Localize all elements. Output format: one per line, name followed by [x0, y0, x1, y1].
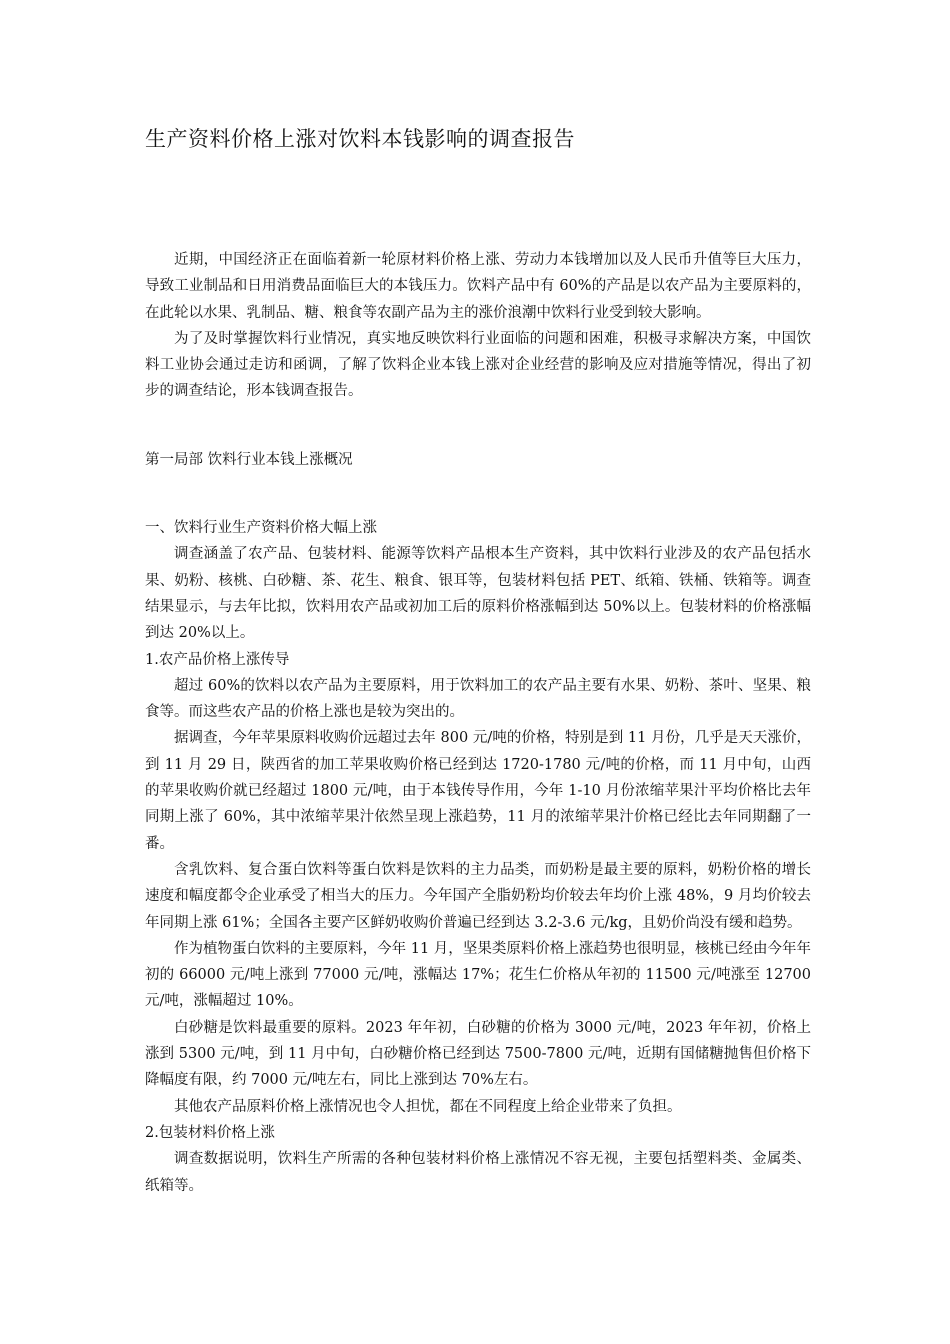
section-paragraph: 调查涵盖了农产品、包装材料、能源等饮料产品根本生产资料，其中饮料行业涉及的农产品包括水果、奶粉、核桃、白砂糖、茶、花生、粮食、银耳等，包装材料包括 PET、纸箱、铁桶、铁箱等。调查结果显示，与去年比拟，饮料用农产品或初加工后的原料价格涨幅到达 50%以上。包装材料的价格涨幅到达 20%以上。 [145, 546, 811, 642]
intro-paragraph: 近期，中国经济正在面临着新一轮原材料价格上涨、劳动力本钱增加以及人民币升值等巨大压力，导致工业制品和日用消费品面临巨大的本钱压力。饮料产品中有 60%的产品是以农产品为主要原料的，在此轮以水果、乳制品、糖、粮食等农副产品为主的涨价浪潮中饮料行业受到较大影响。 [145, 252, 811, 321]
subsection-heading: 1.农产品价格上涨传导 [145, 651, 290, 668]
document-body [145, 247, 811, 1199]
intro-paragraph: 为了及时掌握饮料行业情况，真实地反映饮料行业面临的问题和困难，积极寻求解决方案，中国饮料工业协会通过走访和函调，了解了饮料企业本钱上涨对企业经营的影响及应对措施等情况，得出了初步的调查结论，形本钱调查报告。 [145, 330, 811, 400]
body-paragraph: 白砂糖是饮料最重要的原料。2023 年年初，白砂糖的价格为 3000 元/吨，2023 年年初，价格上涨到 5300 元/吨，到 11 月中旬，白砂糖价格已经到达 7500-7800 元/吨，近期有国储糖抛售但价格下降幅度有限，约 7000 元/吨左右，同比上涨到达 70%左右。 [145, 1019, 811, 1089]
body-paragraph: 据调查，今年苹果原料收购价远超过去年 800 元/吨的价格，特别是到 11 月份，几乎是天天涨价，到 11 月 29 日，陕西省的加工苹果收购价格已经到达 1720-1780 元/吨的价格，而 11 月中旬，山西的苹果收购价就已经超过 1800 元/吨，由于本钱传导作用，今年 1-10 月份浓缩苹果汁平均价格比去年同期上涨了 60%，其中浓缩苹果汁依然呈现上涨趋势，11 月的浓缩苹果汁价格已经比去年同期翻了一番。 [145, 730, 811, 852]
body-paragraph: 调查数据说明，饮料生产所需的各种包装材料价格上涨情况不容无视，主要包括塑料类、金属类、纸箱等。 [145, 1151, 811, 1194]
body-paragraph: 含乳饮料、复合蛋白饮料等蛋白饮料是饮料的主力品类，而奶粉是最主要的原料，奶粉价格的增长速度和幅度都令企业承受了相当大的压力。今年国产全脂奶粉均价较去年均价上涨 48%，9 月均价较去年同期上涨 61%；全国各主要产区鲜奶收购价普遍已经到达 3.2-3.6 元/kg，且奶价尚没有缓和趋势。 [145, 861, 811, 931]
body-paragraph: 其他农产品原料价格上涨情况也令人担忧，都在不同程度上给企业带来了负担。 [174, 1098, 682, 1115]
document-title: 生产资料价格上涨对饮料本钱影响的调查报告 [145, 127, 575, 151]
body-paragraph: 作为植物蛋白饮料的主要原料，今年 11 月，坚果类原料价格上涨趋势也很明显，核桃已经由今年年初的 66000 元/吨上涨到 77000 元/吨，涨幅达 17%；花生仁价格从年初的 11500 元/吨涨至 12700 元/吨，涨幅超过 10%。 [145, 940, 811, 1010]
body-paragraph: 超过 60%的饮料以农产品为主要原料，用于饮料加工的农产品主要有水果、奶粉、茶叶、坚果、粮食等。而这些农产品的价格上涨也是较为突出的。 [145, 677, 811, 721]
part-heading: 第一局部 饮料行业本钱上涨概况 [145, 451, 353, 468]
subsection-heading: 2.包装材料价格上涨 [145, 1124, 275, 1141]
section-heading: 一、饮料行业生产资料价格大幅上涨 [145, 520, 377, 537]
